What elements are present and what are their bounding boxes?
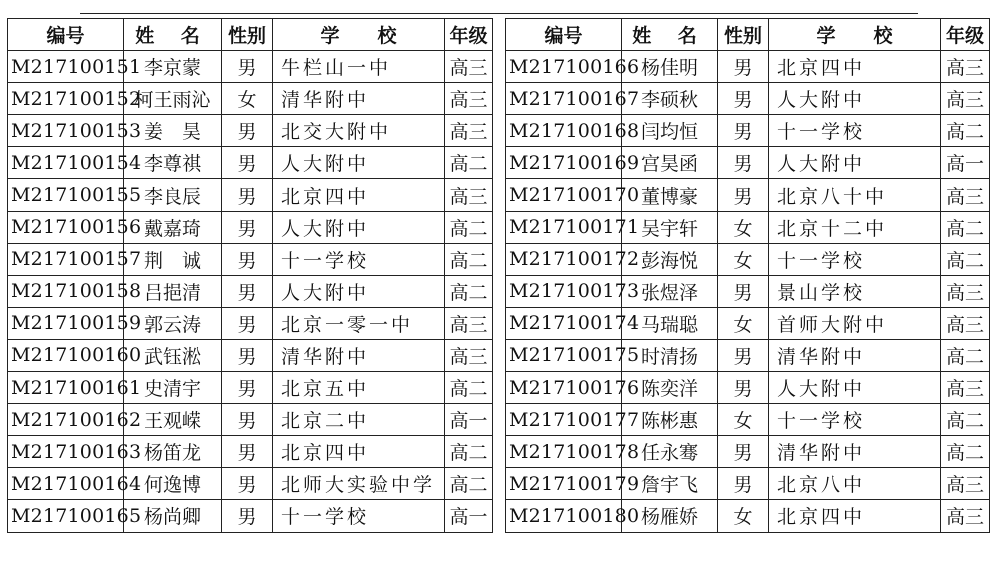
- table-row: [506, 147, 990, 179]
- cell-name: 李良辰: [124, 179, 222, 211]
- cell-school: 首师大附中: [769, 307, 941, 339]
- cell-school: 人大附中: [769, 147, 941, 179]
- cell-id: M217100178: [506, 436, 622, 468]
- cell-id: M217100162: [8, 404, 124, 436]
- cell-id: M217100158: [8, 275, 124, 307]
- cell-grade: 高二: [941, 404, 990, 436]
- table-header-row: [506, 19, 990, 51]
- header-id: 编号: [506, 19, 622, 51]
- cell-grade: 高一: [941, 147, 990, 179]
- cell-id: M217100153: [8, 115, 124, 147]
- table-row: [506, 243, 990, 275]
- cell-grade: 高一: [445, 500, 493, 532]
- table-row: [506, 275, 990, 307]
- cell-name: 吴宇轩: [622, 211, 718, 243]
- cell-name: 荆 诚: [124, 243, 222, 275]
- cell-school: 十一学校: [273, 243, 445, 275]
- cell-id: M217100170: [506, 179, 622, 211]
- cell-id: M217100154: [8, 147, 124, 179]
- cell-school: 北京四中: [769, 51, 941, 83]
- roster-table-right: [505, 18, 990, 533]
- cell-gender: 男: [222, 115, 273, 147]
- cell-gender: 男: [222, 339, 273, 371]
- cell-grade: 高二: [445, 275, 493, 307]
- header-school: 学 校: [769, 19, 941, 51]
- cell-id: M217100176: [506, 372, 622, 404]
- cell-name: 戴嘉琦: [124, 211, 222, 243]
- cell-school: 清华附中: [273, 83, 445, 115]
- cell-id: M217100168: [506, 115, 622, 147]
- cell-id: M217100163: [8, 436, 124, 468]
- cell-name: 杨笛龙: [124, 436, 222, 468]
- cell-gender: 男: [222, 275, 273, 307]
- cell-gender: 男: [222, 436, 273, 468]
- cell-school: 十一学校: [769, 115, 941, 147]
- cell-grade: 高三: [445, 51, 493, 83]
- cell-id: M217100177: [506, 404, 622, 436]
- cell-school: 北京八十中: [769, 179, 941, 211]
- table-row: [506, 179, 990, 211]
- cell-gender: 男: [718, 468, 769, 500]
- cell-id: M217100175: [506, 339, 622, 371]
- cell-id: M217100161: [8, 372, 124, 404]
- cell-grade: 高二: [445, 436, 493, 468]
- cell-school: 北京八中: [769, 468, 941, 500]
- table-row: [8, 275, 493, 307]
- cell-name: 王观嵘: [124, 404, 222, 436]
- header-gender: 性别: [718, 19, 769, 51]
- table-row: [506, 83, 990, 115]
- cell-school: 人大附中: [273, 147, 445, 179]
- cell-name: 何逸博: [124, 468, 222, 500]
- cell-name: 陈奕洋: [622, 372, 718, 404]
- cell-gender: 男: [718, 339, 769, 371]
- cell-name: 张煜泽: [622, 275, 718, 307]
- table-row: [8, 339, 493, 371]
- cell-school: 北交大附中: [273, 115, 445, 147]
- cell-school: 北师大实验中学: [273, 468, 445, 500]
- table-row: [506, 51, 990, 83]
- cell-grade: 高三: [941, 307, 990, 339]
- cell-id: M217100171: [506, 211, 622, 243]
- cell-gender: 男: [222, 404, 273, 436]
- table-row: [506, 115, 990, 147]
- cell-gender: 男: [222, 179, 273, 211]
- cell-gender: 男: [222, 307, 273, 339]
- cell-name: 杨尚卿: [124, 500, 222, 532]
- cell-name: 詹宇飞: [622, 468, 718, 500]
- cell-school: 北京四中: [769, 500, 941, 532]
- table-row: [506, 339, 990, 371]
- cell-name: 史清宇: [124, 372, 222, 404]
- cell-gender: 女: [718, 211, 769, 243]
- cell-id: M217100155: [8, 179, 124, 211]
- cell-gender: 男: [718, 372, 769, 404]
- table-row: [8, 51, 493, 83]
- cell-id: M217100160: [8, 339, 124, 371]
- cell-id: M217100151: [8, 51, 124, 83]
- cell-grade: 高二: [445, 372, 493, 404]
- table-row: [8, 115, 493, 147]
- cell-grade: 高二: [445, 147, 493, 179]
- cell-name: 李尊祺: [124, 147, 222, 179]
- cell-grade: 高二: [941, 243, 990, 275]
- cell-school: 北京一零一中: [273, 307, 445, 339]
- cell-school: 北京五中: [273, 372, 445, 404]
- cell-grade: 高二: [941, 211, 990, 243]
- cell-grade: 高三: [941, 372, 990, 404]
- cell-school: 十一学校: [769, 404, 941, 436]
- cell-name: 闫均恒: [622, 115, 718, 147]
- cell-school: 北京四中: [273, 179, 445, 211]
- cell-gender: 男: [222, 147, 273, 179]
- cell-id: M217100156: [8, 211, 124, 243]
- table-row: [8, 436, 493, 468]
- cell-gender: 男: [222, 51, 273, 83]
- cell-gender: 男: [222, 243, 273, 275]
- cell-school: 清华附中: [769, 339, 941, 371]
- cell-grade: 高二: [445, 243, 493, 275]
- cell-grade: 高三: [941, 500, 990, 532]
- cell-grade: 高二: [941, 115, 990, 147]
- cell-id: M217100174: [506, 307, 622, 339]
- table-row: [8, 179, 493, 211]
- cell-name: 宫昊函: [622, 147, 718, 179]
- table-row: [8, 307, 493, 339]
- cell-grade: 高三: [445, 115, 493, 147]
- cell-name: 武钰淞: [124, 339, 222, 371]
- cell-grade: 高三: [445, 83, 493, 115]
- cell-id: M217100165: [8, 500, 124, 532]
- cell-name: 吕挹清: [124, 275, 222, 307]
- cell-grade: 高三: [941, 51, 990, 83]
- cell-name: 马瑞聪: [622, 307, 718, 339]
- cell-gender: 女: [718, 243, 769, 275]
- cell-grade: 高三: [941, 179, 990, 211]
- cell-name: 时清扬: [622, 339, 718, 371]
- cell-name: 姜 昊: [124, 115, 222, 147]
- header-name: 姓 名: [124, 19, 222, 51]
- cell-id: M217100164: [8, 468, 124, 500]
- cell-name: 李京蒙: [124, 51, 222, 83]
- header-grade: 年级: [941, 19, 990, 51]
- cell-id: M217100167: [506, 83, 622, 115]
- cell-gender: 男: [222, 500, 273, 532]
- cell-id: M217100173: [506, 275, 622, 307]
- cell-gender: 女: [718, 500, 769, 532]
- cell-gender: 男: [718, 147, 769, 179]
- table-row: [506, 404, 990, 436]
- cell-name: 李硕秋: [622, 83, 718, 115]
- cell-name: 陈彬惠: [622, 404, 718, 436]
- cell-gender: 男: [718, 115, 769, 147]
- cell-school: 清华附中: [769, 436, 941, 468]
- cell-school: 人大附中: [273, 211, 445, 243]
- top-rule-line: [80, 13, 918, 14]
- cell-school: 人大附中: [769, 83, 941, 115]
- table-row: [8, 500, 493, 532]
- header-gender: 性别: [222, 19, 273, 51]
- table-row: [506, 436, 990, 468]
- cell-school: 景山学校: [769, 275, 941, 307]
- cell-school: 十一学校: [273, 500, 445, 532]
- cell-grade: 高二: [941, 436, 990, 468]
- table-row: [8, 211, 493, 243]
- cell-name: 董博豪: [622, 179, 718, 211]
- cell-id: M217100152: [8, 83, 124, 115]
- cell-name: 柯王雨沁: [124, 83, 222, 115]
- cell-name: 彭海悦: [622, 243, 718, 275]
- table-row: [506, 500, 990, 532]
- cell-gender: 男: [718, 275, 769, 307]
- cell-id: M217100157: [8, 243, 124, 275]
- cell-grade: 高三: [941, 468, 990, 500]
- table-row: [8, 243, 493, 275]
- table-row: [8, 83, 493, 115]
- table-row: [506, 307, 990, 339]
- cell-gender: 男: [718, 436, 769, 468]
- table-row: [506, 372, 990, 404]
- cell-grade: 高三: [445, 339, 493, 371]
- header-grade: 年级: [445, 19, 493, 51]
- header-name: 姓 名: [622, 19, 718, 51]
- cell-gender: 男: [222, 211, 273, 243]
- cell-grade: 高三: [445, 179, 493, 211]
- cell-gender: 男: [718, 179, 769, 211]
- cell-gender: 女: [222, 83, 273, 115]
- cell-id: M217100169: [506, 147, 622, 179]
- cell-school: 清华附中: [273, 339, 445, 371]
- cell-id: M217100159: [8, 307, 124, 339]
- cell-school: 北京二中: [273, 404, 445, 436]
- roster-table-left: [7, 18, 493, 533]
- cell-id: M217100180: [506, 500, 622, 532]
- cell-gender: 女: [718, 307, 769, 339]
- table-row: [506, 468, 990, 500]
- cell-id: M217100166: [506, 51, 622, 83]
- cell-grade: 高二: [445, 211, 493, 243]
- cell-gender: 男: [718, 51, 769, 83]
- cell-id: M217100172: [506, 243, 622, 275]
- table-row: [8, 468, 493, 500]
- cell-school: 人大附中: [273, 275, 445, 307]
- cell-name: 杨佳明: [622, 51, 718, 83]
- table-header-row: [8, 19, 493, 51]
- cell-gender: 男: [222, 372, 273, 404]
- cell-school: 人大附中: [769, 372, 941, 404]
- cell-name: 任永骞: [622, 436, 718, 468]
- cell-grade: 高三: [445, 307, 493, 339]
- cell-school: 北京十二中: [769, 211, 941, 243]
- cell-school: 牛栏山一中: [273, 51, 445, 83]
- cell-grade: 高二: [445, 468, 493, 500]
- table-row: [8, 404, 493, 436]
- cell-name: 郭云涛: [124, 307, 222, 339]
- cell-gender: 男: [718, 83, 769, 115]
- header-school: 学 校: [273, 19, 445, 51]
- cell-grade: 高三: [941, 83, 990, 115]
- cell-gender: 女: [718, 404, 769, 436]
- cell-name: 杨雁娇: [622, 500, 718, 532]
- table-row: [8, 372, 493, 404]
- cell-grade: 高二: [941, 339, 990, 371]
- cell-gender: 男: [222, 468, 273, 500]
- header-id: 编号: [8, 19, 124, 51]
- table-row: [506, 211, 990, 243]
- table-row: [8, 147, 493, 179]
- cell-school: 北京四中: [273, 436, 445, 468]
- cell-grade: 高三: [941, 275, 990, 307]
- cell-grade: 高一: [445, 404, 493, 436]
- cell-school: 十一学校: [769, 243, 941, 275]
- cell-id: M217100179: [506, 468, 622, 500]
